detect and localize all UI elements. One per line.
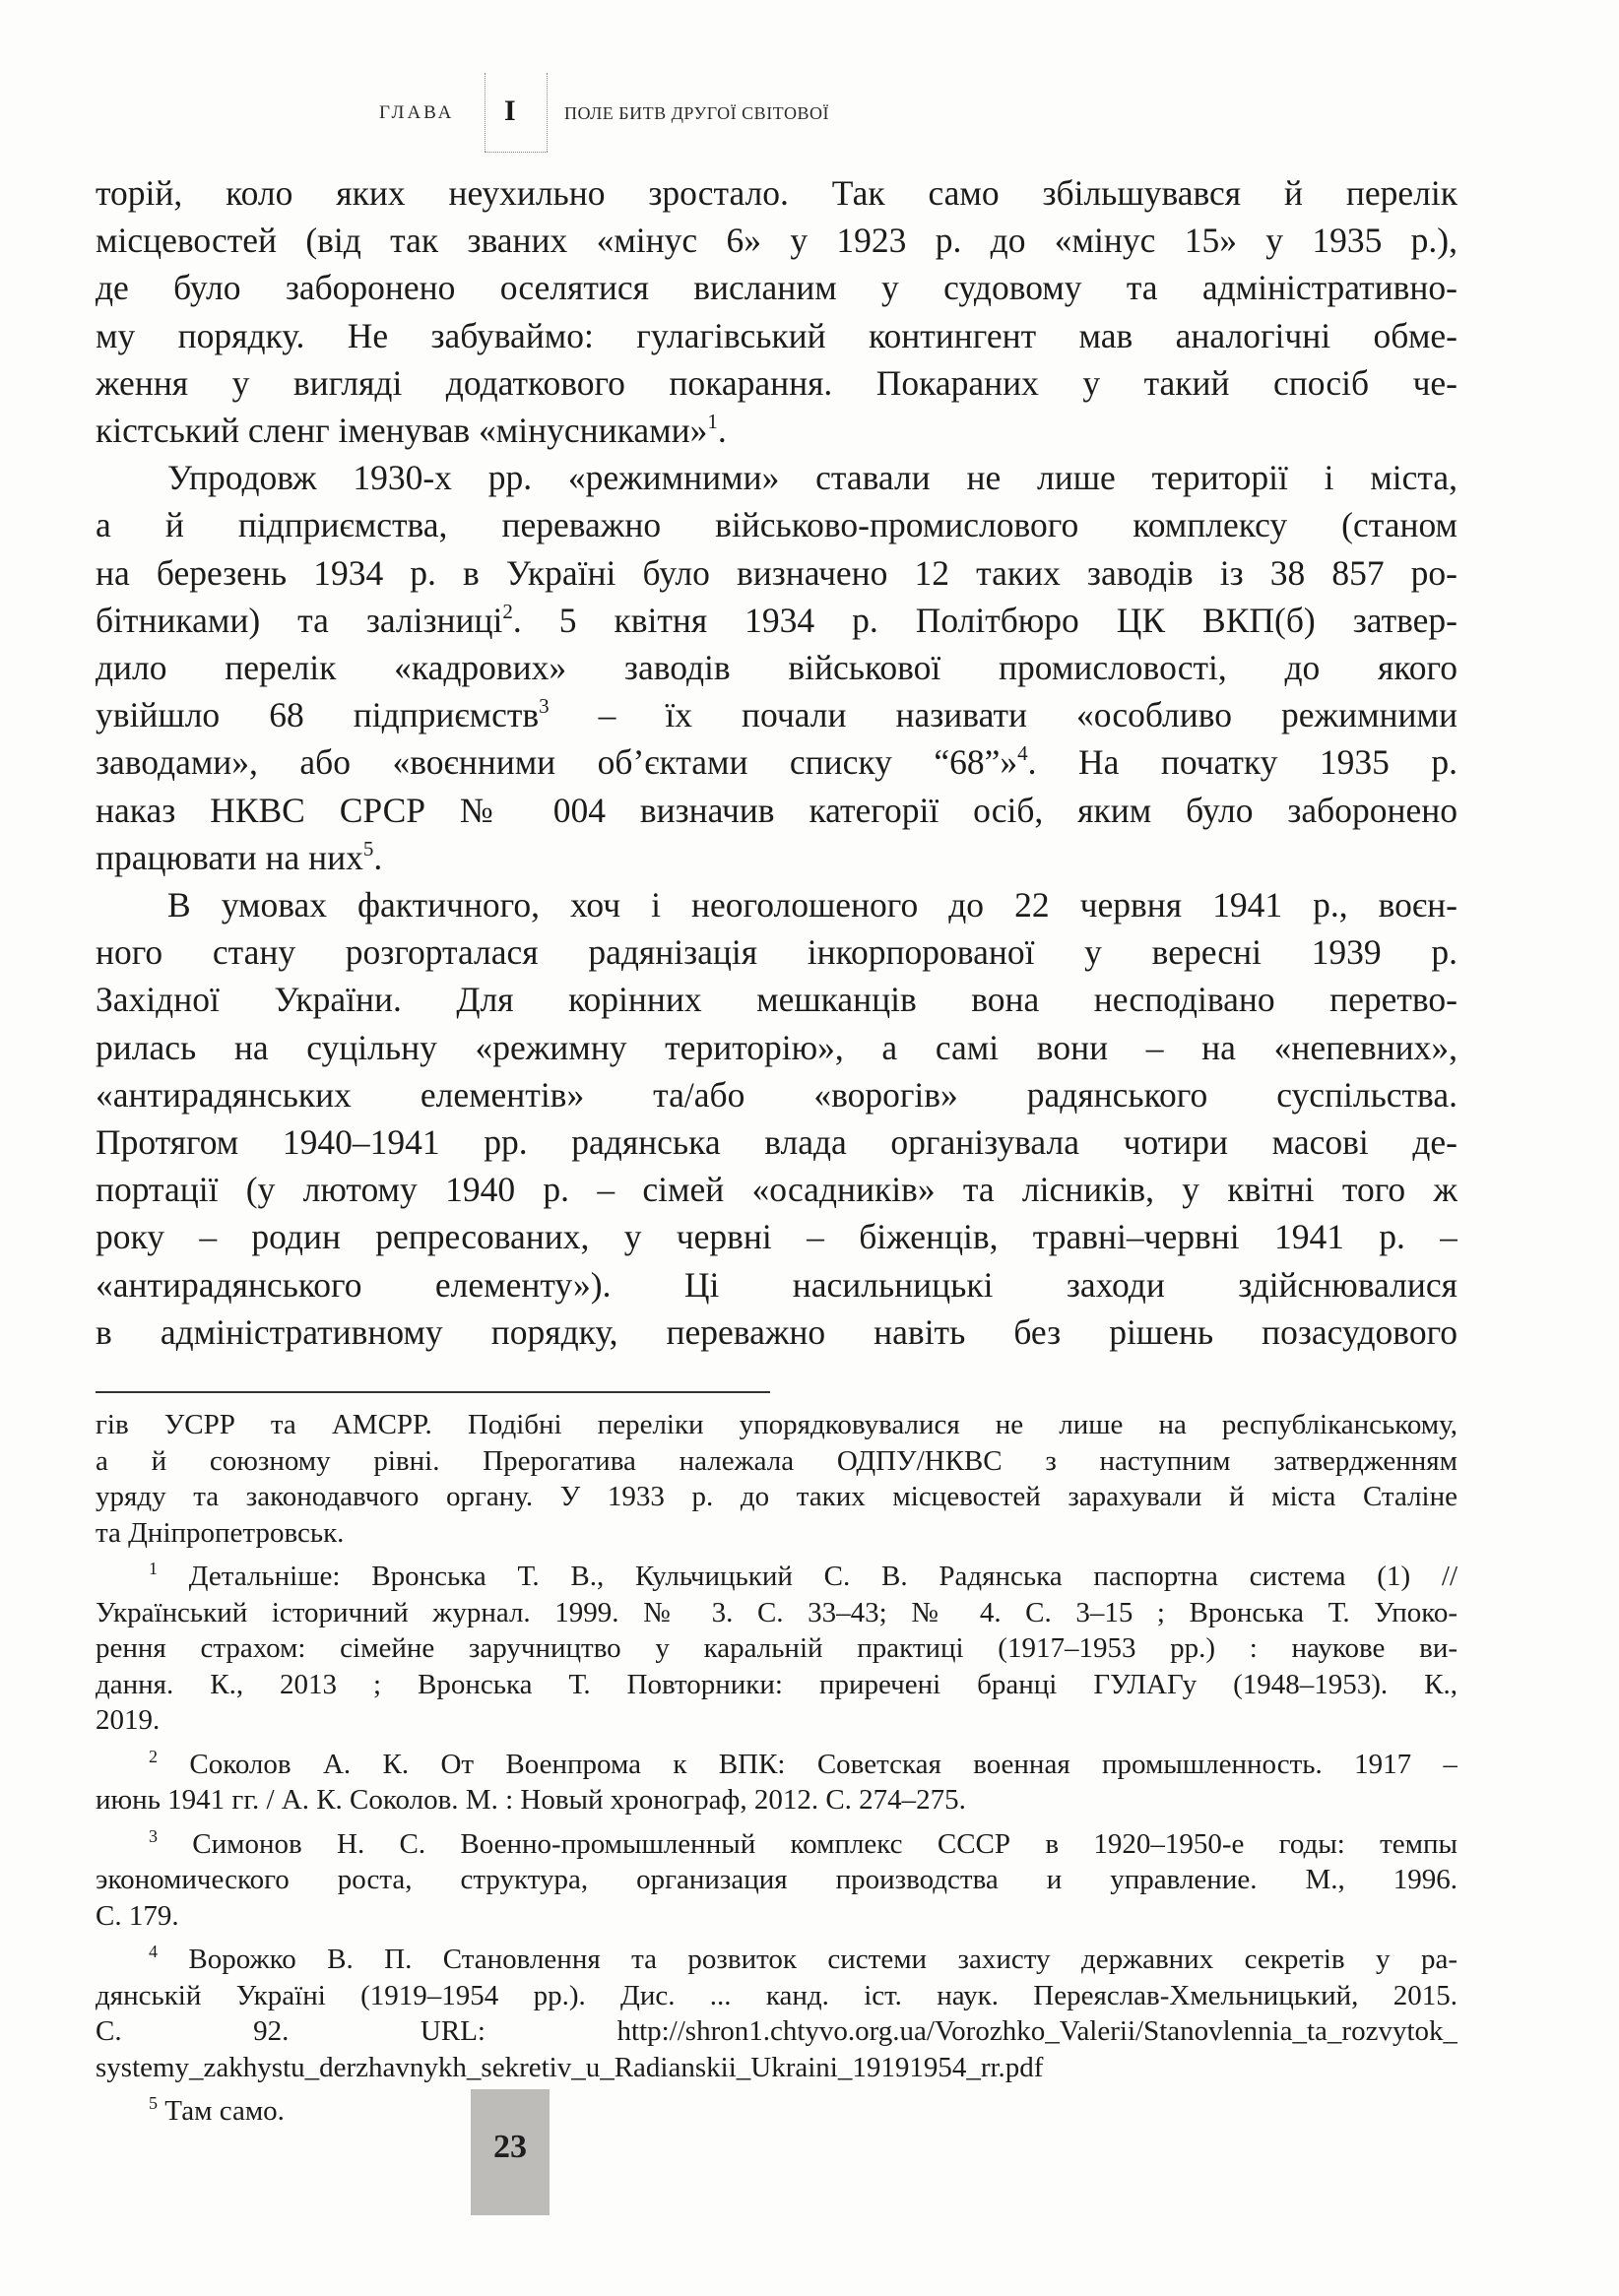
text-line: в адміністративному порядку, переважно навіть без рішень позасудового (96, 1311, 1457, 1352)
text-line: де було заборонено оселятися висланим у судовому та адміністративно- (96, 268, 1457, 308)
text-fragment: Ворожко В. П. Становлення та розвиток системи захисту державних секретів у ра- (158, 1944, 1457, 1975)
footnote-line (96, 1559, 1457, 1595)
footnote-line: дянській Україні (1919–1954 рр.). Дис. ... канд. іст. наук. Переяслав-Хмельницький, 2015. (96, 1979, 1457, 2011)
text-fragment: . (717, 411, 727, 451)
text-line: портації (у лютому 1940 р. – сімей «осадників» та лісників, у квітні того ж (96, 1170, 1457, 1210)
text-fragment: Симонов Н. С. Военно-промышленный комплекс СССР в 1920–1950-е годы: темпы (158, 1827, 1457, 1860)
footnote-divider (96, 1391, 770, 1393)
text-line: дило перелік «кадрових» заводів військової промисловості, до якого (96, 648, 1457, 688)
footnote-4 (96, 1942, 1457, 2085)
footnote-line: 2019. (96, 1704, 161, 1736)
text-line: на березень 1934 р. в Україні було визначено 12 таких заводів із 38 857 ро- (96, 552, 1457, 593)
text-fragment: Соколов А. К. От Военпрома к ВПК: Советская военная промышленность. 1917 – (158, 1748, 1457, 1780)
footnote-line[interactable]: systemy_zakhystu_derzhavnykh_sekretiv_u_Radianskii_Ukraini_19191954_rr.pdf (96, 2051, 1044, 2083)
page-number: 23 (493, 2129, 527, 2165)
footnote-line (96, 1826, 1457, 1863)
footnote-ref-4[interactable]: 4 (1017, 741, 1028, 766)
text-line: Західної України. Для корінних мешканців вона несподівано перетво- (96, 980, 1457, 1020)
footnote-ref-3[interactable]: 3 (539, 694, 550, 719)
text-line: ного стану розгорталася радянізація інкорпорованої у вересні 1939 р. (96, 932, 1457, 973)
paragraph-3 (96, 881, 1457, 1356)
footnote-line: уряду та законодавчого органу. У 1933 р. до таких місцевостей зарахували й міста Сталіне (96, 1481, 1457, 1512)
running-header (0, 73, 1619, 161)
footnote-5 (96, 2093, 1457, 2130)
footnote-line: а й союзному рівні. Прерогатива належала ОДПУ/НКВС з наступним затвердженням (96, 1444, 1457, 1477)
text-fragment: . 5 квітня 1934 р. Політбюро ЦК ВКП(б) затвер- (512, 600, 1457, 640)
footnote-3 (96, 1826, 1457, 1935)
footnote-continuation (96, 1407, 1457, 1551)
text-line: «антирадянського елементу»). Ці насильницькі заходи здійснювалися (96, 1264, 1457, 1305)
text-line: Упродовж 1930-х рр. «режимними» ставали не лише території і міста, (167, 458, 1457, 498)
text-line: місцевостей (від так званих «мінус 6» у 1923 р. до «мінус 15» у 1935 р.), (96, 221, 1457, 261)
footnote-number: 2 (149, 1746, 158, 1766)
footnote-line: дання. К., 2013 ; Вронська Т. Повторники: приречені бранці ГУЛАГу (1948–1953). К., (96, 1668, 1457, 1700)
header-divider-right (547, 73, 548, 152)
text-line: Протягом 1940–1941 рр. радянська влада організувала чотири масові де- (96, 1122, 1457, 1163)
footnote-line: С. 179. (96, 1899, 179, 1932)
footnote-line: гів УСРР та АМСРР. Подібні переліки упорядковувалися не лише на республіканському, (96, 1409, 1457, 1440)
footnote-line: рення страхом: сімейне заручництво у каральній практиці (1917–1953 рр.) : наукове ви- (96, 1632, 1457, 1664)
footnotes (96, 1407, 1457, 2137)
text-fragment: Детальніше: Вронська Т. В., Кульчицький С. В. Радянська паспортна система (1) // (158, 1561, 1457, 1592)
text-fragment: бітниками) та залізниці (96, 600, 503, 640)
footnote-2 (96, 1747, 1457, 1818)
footnote-line (96, 2093, 1457, 2130)
text-line: В умовах фактичного, хоч і неоголошеного до 22 червня 1941 р., воєн- (167, 885, 1457, 925)
footnote-ref-1[interactable]: 1 (707, 410, 718, 434)
paragraph-1 (96, 169, 1457, 454)
footnote-ref-2[interactable]: 2 (502, 599, 513, 623)
text-fragment: заводами», або «воєнними об’єктами списку “68”» (96, 742, 1018, 783)
footnote-line: июнь 1941 гг. / А. К. Соколов. М. : Новый хронограф, 2012. С. 274–275. (96, 1784, 966, 1816)
text-fragment: – їх почали називати «особливо режимними (549, 695, 1457, 735)
text-fragment: увійшло 68 підприємств (96, 695, 540, 735)
text-fragment: працювати на них (96, 837, 363, 877)
text-line (96, 597, 1457, 644)
header-divider-left (485, 73, 486, 152)
paragraph-2 (96, 454, 1457, 881)
text-line (96, 691, 1457, 738)
text-line (96, 738, 1457, 786)
footnote-number: 3 (149, 1825, 158, 1846)
footnote-line: Український історичний журнал. 1999. № 3. С. 33–43; № 4. С. 3–15 ; Вронська Т. Упоко- (96, 1596, 1457, 1628)
chapter-label: ГЛАВА (379, 102, 455, 123)
text-fragment: . На початку 1935 р. (1027, 742, 1457, 783)
text-line (96, 407, 1457, 454)
footnote-ref-5[interactable]: 5 (362, 836, 374, 861)
text-line: «антирадянських елементів» та/або «ворогів» радянського суспільства. (96, 1074, 1457, 1115)
text-line: а й підприємства, переважно військово-промислового комплексу (станом (96, 505, 1457, 545)
footnote-number: 4 (149, 1942, 158, 1961)
footnote-1 (96, 1559, 1457, 1739)
text-line: року – родин репресованих, у червні – біженців, травні–червні 1941 р. – (96, 1217, 1457, 1257)
chapter-title: ПОЛЕ БИТВ ДРУГОЇ СВІТОВОЇ (564, 103, 829, 123)
footnote-line (96, 1747, 1457, 1783)
footnote-number: 5 (149, 2093, 158, 2113)
text-line: му порядку. Не забуваймо: гулагівський контингент мав аналогічні обме- (96, 315, 1457, 355)
text-line: рилась на суцільну «режимну територію», а самі вони – на «непевних», (96, 1027, 1457, 1067)
main-text (96, 169, 1457, 1356)
footnote-line: экономического роста, структура, организация производства и управление. М., 1996. (96, 1864, 1457, 1895)
text-line: ження у вигляді додаткового покарання. Покараних у такий спосіб че- (96, 362, 1457, 403)
text-fragment: . (373, 837, 383, 877)
text-line: торій, коло яких неухильно зростало. Так само збільшувався й перелік (96, 173, 1457, 213)
text-fragment: Там само. (158, 2095, 285, 2127)
header-divider-bottom (485, 152, 548, 153)
footnote-line: та Дніпропетровськ. (96, 1516, 345, 1549)
footnote-number: 1 (149, 1559, 158, 1578)
text-line: наказ НКВС СРСР № 004 визначив категорії осіб, яким було заборонено (96, 790, 1457, 830)
footnote-line[interactable]: С. 92. URL: http://shron1.chtyvo.org.ua/Vorozhko_Valerii/Stanovlennia_ta_rozvytok_ (96, 2015, 1457, 2047)
footnote-line (96, 1942, 1457, 1978)
chapter-number: I (504, 95, 516, 127)
page-number-tab (471, 2089, 550, 2215)
text-line (96, 834, 1457, 881)
text-fragment: кістський сленг іменував «мінусниками» (96, 411, 708, 451)
